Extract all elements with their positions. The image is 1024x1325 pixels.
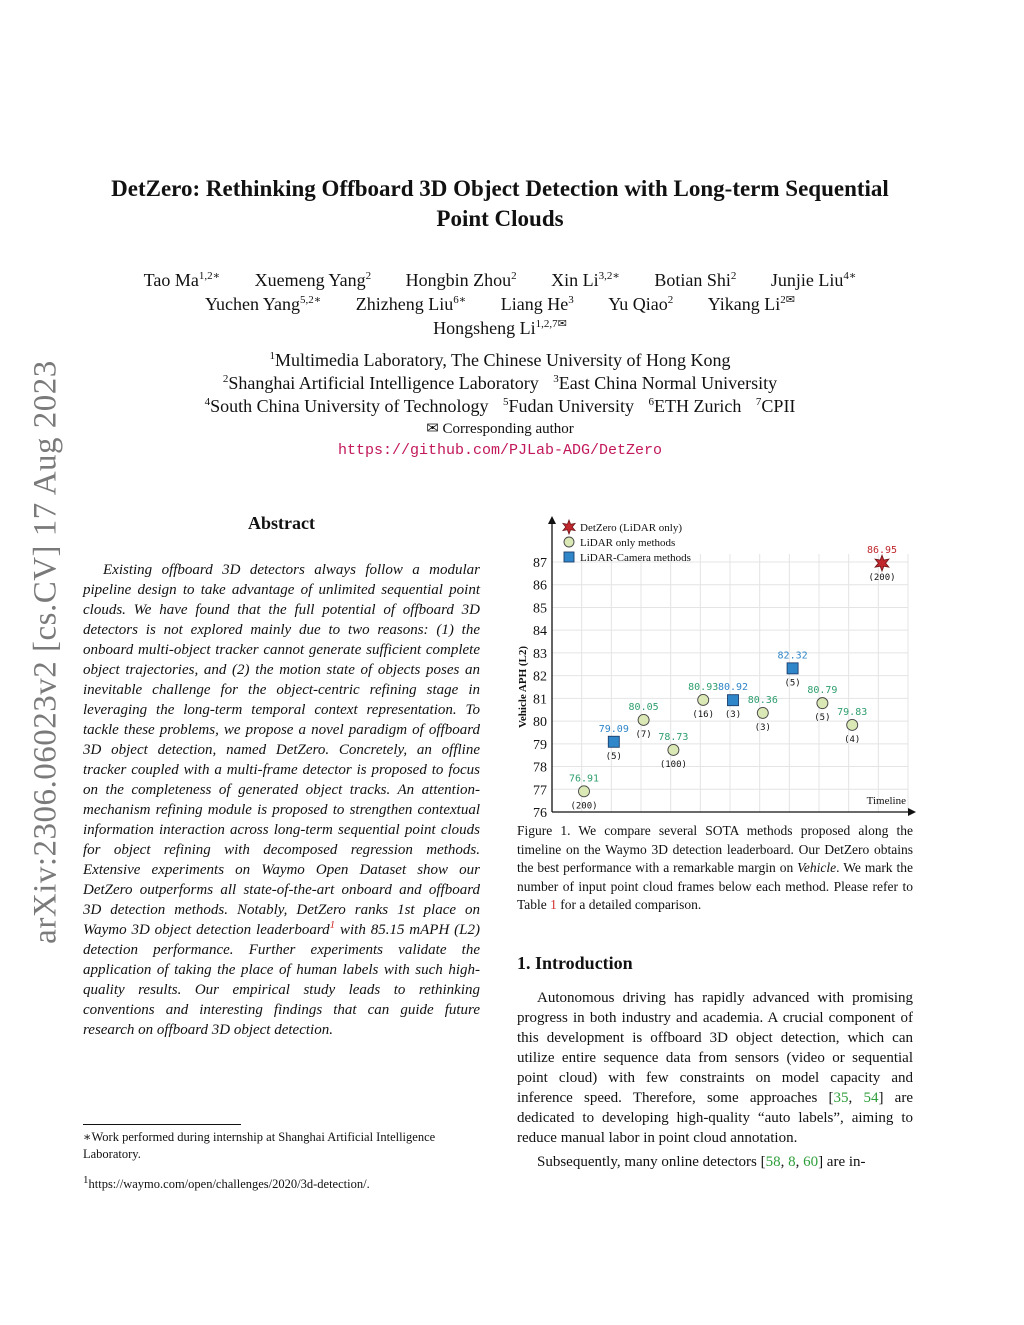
author: Xuemeng Yang$^2$ bbox=[254, 270, 372, 290]
author-list bbox=[80, 268, 920, 340]
author: Liang He$^3$ bbox=[500, 294, 574, 314]
footnote-work: ∗Work performed during internship at Shanghai Artificial Intelligence Laboratory. bbox=[83, 1130, 436, 1161]
data-point-circle bbox=[668, 744, 679, 755]
data-frames-label: (200) bbox=[570, 801, 598, 812]
author: Hongbin Zhou$^2$ bbox=[405, 270, 517, 290]
y-tick-label: 87 bbox=[533, 556, 547, 571]
data-point-circle bbox=[579, 786, 590, 797]
data-value-label: 79.09 bbox=[598, 723, 629, 735]
data-frames-label: (7) bbox=[635, 729, 652, 740]
affiliation: $^7$CPII bbox=[755, 396, 796, 416]
affiliation: $^1$Multimedia Laboratory, The Chinese University of Hong Kong bbox=[269, 350, 731, 370]
affiliation: $^3$East China Normal University bbox=[553, 373, 778, 393]
paper-title bbox=[80, 174, 920, 234]
affiliation: $^4$South China University of Technology bbox=[204, 396, 489, 416]
data-frames-label: (200) bbox=[868, 573, 896, 584]
data-point-circle bbox=[698, 694, 709, 705]
abstract-text: Existing offboard 3D detectors always follow a modular pipeline design to take advantage of unlimited sequential point clouds. We have found that the full potential of offboard 3D detectors is not explored mainly due to two reasons: (1) the onboard multi-object tracker cannot generate sufficient complete object trajectories, and (2) the motion state of objects poses an inevitable challenge for the object-centric refining stage in leveraging the long-term temporal context representation. To tackle these problems, we propose a novel paradigm of offboard 3D object detection, named DetZero. Concretely, an offline tracker coupled with a multi-frame detector is proposed to focus on the completeness of generated object tracks. An attention-mechanism refining module is proposed to strengthen contextual information interaction across long-term sequential point clouds for object refining with decomposed regression methods. Extensive experiments on Waymo Open Dataset show our DetZero outperforms all state-of-the-art onboard and offboard 3D detection methods. Notably, DetZero ranks 1st place on Waymo 3D object detection leaderboard bbox=[83, 562, 480, 938]
data-value-label: 80.36 bbox=[747, 694, 778, 706]
affiliations bbox=[80, 349, 920, 462]
legend-square-icon bbox=[564, 552, 574, 562]
author: Xin $Li^{3,2∗}$ bbox=[551, 270, 620, 290]
author: Botian Shi$^2$ bbox=[654, 270, 737, 290]
figure-1-caption: Figure 1. We compare several SOTA methods proposed along the timeline on the Waymo 3D detection leaderboard. Our DetZero obtains the best performance with a remarkable margin on Vehicle. We mark the number of input point cloud frames below each method. Please refer to Table 1 for a detailed comparison. bbox=[517, 823, 913, 912]
y-tick-label: 82 bbox=[533, 669, 547, 685]
abstract-heading: Abstract bbox=[248, 513, 315, 533]
abstract-text-cont: with 85.15 mAPH (L2) detection performance. Further experiments validate the application of taking the place of human labels with such high-quality results. Our empirical study leads to rethinking conventions and interesting findings that can guide future research on offboard 3D object detection. bbox=[83, 922, 480, 1038]
corresponding-author-note: ✉ Corresponding author bbox=[426, 421, 574, 437]
intro-paragraph-1: Autonomous driving has rapidly advanced with promising progress in both industry and academia. A crucial component of this development is offboard 3D object detection, which can utilize entire sequence data from sensors (video or sequential point cloud) with few constraints on model capacity and inference speed. Therefore, some approaches [35, 54] are dedicated to developing high-quality “auto labels”, aiming to reduce manual labor in point cloud annotation. bbox=[517, 990, 913, 1146]
author: Hongsheng $Li^{1,2,7✉}$ bbox=[433, 318, 567, 338]
legend-label: LiDAR-Camera methods bbox=[580, 552, 691, 564]
data-point-square bbox=[728, 695, 739, 706]
data-point-star bbox=[875, 555, 889, 571]
citation-60[interactable]: 60 bbox=[803, 1154, 819, 1170]
footnote-1: $^1$https://waymo.com/open/challenges/2020/3d-detection/. bbox=[83, 1173, 370, 1191]
y-axis-arrow bbox=[548, 516, 556, 524]
data-point-square bbox=[787, 663, 798, 674]
data-frames-label: (100) bbox=[659, 759, 687, 770]
intro-paragraph-2: Subsequently, many online detectors [58, 8, 60] are in- bbox=[537, 1154, 866, 1170]
arxiv-stamp: arXiv:2306.06023v2 [cs.CV] 17 Aug 2023 bbox=[27, 360, 64, 944]
y-tick-label: 81 bbox=[533, 692, 547, 708]
footnote-1-url[interactable]: https://waymo.com/open/challenges/2020/3d-detection/. bbox=[88, 1177, 370, 1191]
y-tick-label: 86 bbox=[533, 578, 547, 594]
citation-8[interactable]: 8 bbox=[788, 1154, 796, 1170]
data-value-label: 80.93 bbox=[688, 681, 719, 693]
footnote-ref-1[interactable]: 1 bbox=[329, 919, 336, 931]
legend-label: LiDAR only methods bbox=[580, 537, 676, 549]
title-line-1: DetZero: Rethinking Offboard 3D Object Detection with Long-term Sequential bbox=[111, 176, 889, 201]
affiliation-row-2 bbox=[80, 372, 920, 395]
y-tick-label: 80 bbox=[533, 715, 547, 731]
y-tick-label: 77 bbox=[533, 783, 547, 799]
data-point-circle bbox=[638, 714, 649, 725]
footnote-rule bbox=[83, 1124, 241, 1125]
y-tick-label: 79 bbox=[533, 737, 547, 753]
author: Junjie Liu$^{4∗}$ bbox=[770, 270, 857, 290]
author-row-1 bbox=[80, 268, 920, 292]
data-frames-label: (5) bbox=[784, 678, 801, 689]
data-point-circle bbox=[847, 719, 858, 730]
abstract-body bbox=[83, 560, 480, 1040]
author-row-2 bbox=[80, 292, 920, 316]
author: Yuchen Yang$^{5,2∗}$ bbox=[205, 294, 322, 314]
affiliation: $^6$ETH Zurich bbox=[648, 396, 742, 416]
legend-circle-icon bbox=[564, 537, 574, 547]
github-link[interactable]: https://github.com/PJLab-ADG/DetZero bbox=[337, 442, 663, 459]
y-axis-label: Vehicle APH (L2) bbox=[517, 645, 529, 729]
data-value-label: 80.92 bbox=[717, 682, 749, 694]
data-value-label: 82.32 bbox=[777, 650, 808, 662]
data-point-circle bbox=[817, 698, 828, 709]
data-value-label: 78.73 bbox=[658, 731, 689, 743]
x-axis-arrow bbox=[908, 808, 916, 816]
table-ref[interactable]: 1 bbox=[550, 897, 557, 912]
affiliation: $^2$Shanghai Artificial Intelligence Laboratory bbox=[222, 373, 539, 393]
author: Tao $Ma^{1,2∗}$ bbox=[143, 270, 221, 290]
author: Yu Qiao$^2$ bbox=[608, 294, 674, 314]
y-tick-label: 83 bbox=[533, 646, 547, 662]
figure-1-chart bbox=[510, 510, 920, 822]
data-point-square bbox=[608, 736, 619, 747]
y-tick-label: 84 bbox=[533, 624, 547, 640]
citation-54[interactable]: 54 bbox=[863, 1090, 879, 1106]
data-value-label: 80.05 bbox=[628, 701, 659, 713]
author: Zhizheng Liu$^{6∗}$ bbox=[355, 294, 467, 314]
data-frames-label: (4) bbox=[844, 734, 861, 745]
data-value-label: 80.79 bbox=[807, 685, 838, 697]
x-axis-label: Timeline bbox=[866, 795, 906, 807]
citation-35[interactable]: 35 bbox=[833, 1090, 849, 1106]
legend-star-icon bbox=[563, 520, 575, 534]
citation-58[interactable]: 58 bbox=[765, 1154, 781, 1170]
data-frames-label: (3) bbox=[754, 722, 771, 733]
affiliation: $^5$Fudan University bbox=[502, 396, 634, 416]
y-tick-label: 78 bbox=[533, 760, 547, 776]
y-tick-label: 85 bbox=[533, 601, 547, 617]
introduction-body bbox=[517, 988, 913, 1176]
data-frames-label: (5) bbox=[605, 751, 622, 762]
data-value-label: 86.95 bbox=[866, 545, 898, 557]
author-row-3 bbox=[80, 316, 920, 340]
introduction-heading: 1. Introduction bbox=[517, 953, 633, 973]
author: Yikang $Li^{2✉}$ bbox=[707, 294, 795, 314]
affiliation-row-1 bbox=[80, 349, 920, 372]
data-frames-label: (5) bbox=[814, 713, 831, 724]
data-frames-label: (3) bbox=[724, 710, 742, 721]
data-frames-label: (16) bbox=[692, 709, 715, 720]
data-value-label: 79.83 bbox=[837, 706, 868, 718]
affiliation-row-3 bbox=[80, 395, 920, 418]
title-line-2: Point Clouds bbox=[436, 206, 564, 231]
y-tick-label: 76 bbox=[533, 806, 547, 821]
legend-label: DetZero (LiDAR only) bbox=[580, 522, 683, 534]
data-value-label: 76.91 bbox=[568, 773, 600, 785]
data-point-circle bbox=[757, 707, 768, 718]
